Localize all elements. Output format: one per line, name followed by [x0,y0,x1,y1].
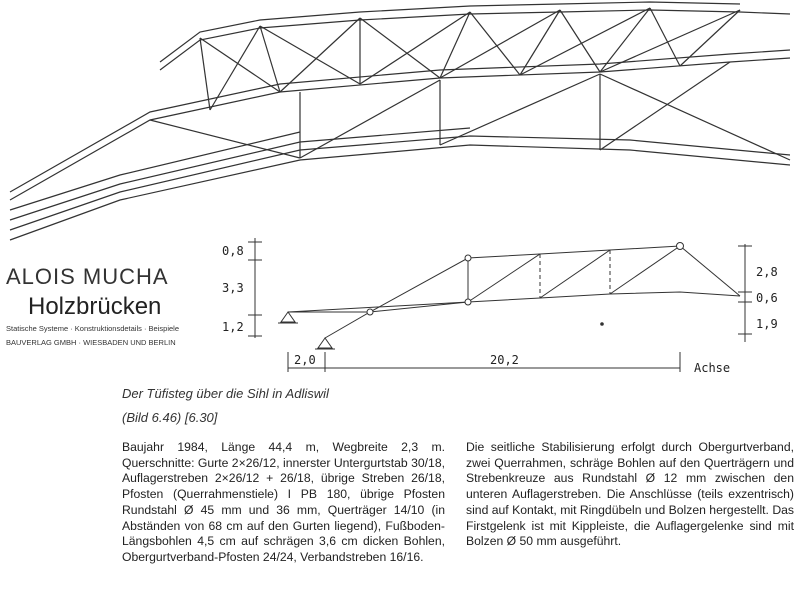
upper-chord-far-top [160,2,740,62]
body-text-right-column: Die seitliche Stabilisierung erfolgt durch Obergurtverband, zwei Querrahmen, schräge Bohlen auf den Querträgern und Strebenkreuze aus Rundstahl Ø 12 mm zwischen den unteren Auflagerstreben. Die Anschlüsse (teils exzentrisch) sind auf Kontakt, mit Ringdübeln und Bolzen hergestellt. Das Firstgelenk ist mit Kippleiste, die Auflagergelenke sind mit Bolzen Ø 50 mm ausgeführt. [466,440,794,549]
body-text-left-column: Baujahr 1984, Länge 44,4 m, Wegbreite 2,3 m. Querschnitte: Gurte 2×26/12, innerster Untergurtstab 30/18, Auflagerstreben 2×26/12 + 26/18, übrige Streben 26/18, Pfosten (Querrahmenstiele) I PB 180, übrige Pfosten Rundstahl Ø 45 mm und 36 mm, Querträger 14/10 (in Abständen von 68 cm auf den Gurten liegend), Fußboden-Längsbohlen 4,5 cm auf schrägen 3,6 cm dicken Bohlen, Obergurtverband-Pfosten 24/24, Verbandstreben 16/16. [122,440,445,564]
dim-right-middle: 0,6 [756,291,778,305]
dim-bottom-left: 2,0 [294,353,316,367]
truss-perspective-drawing [0,0,800,250]
dim-left-top: 0,8 [222,244,244,258]
figure-caption-reference: (Bild 6.46) [6.30] [122,410,218,425]
upper-chord-near [10,58,790,200]
dim-right-top: 2,8 [756,265,778,279]
book-author: ALOIS MUCHA [6,264,169,289]
lower-chord-near [10,145,790,240]
book-title: Holzbrücken [28,293,162,320]
lower-chord-near-top [10,136,790,230]
diagram-upper-chord [288,246,680,312]
figure-caption-title: Der Tüfisteg über die Sihl in Adliswil [122,386,329,401]
axis-label: Achse [694,361,731,375]
truss-system-diagram [200,230,778,380]
book-subtitle: Statische Systeme · Konstruktionsdetails · Beispiele [6,324,179,333]
diagram-lower-chord [325,292,740,338]
upper-chord-near-top [10,50,790,192]
dim-left-middle: 3,3 [222,281,244,295]
dim-bottom-main: 20,2 [490,353,519,367]
dim-left-bottom: 1,2 [222,320,244,334]
lower-chord-far-top [10,132,300,210]
dim-right-bottom: 1,9 [756,317,778,331]
book-publisher: BAUVERLAG GMBH · WIESBADEN UND BERLIN [6,338,176,347]
